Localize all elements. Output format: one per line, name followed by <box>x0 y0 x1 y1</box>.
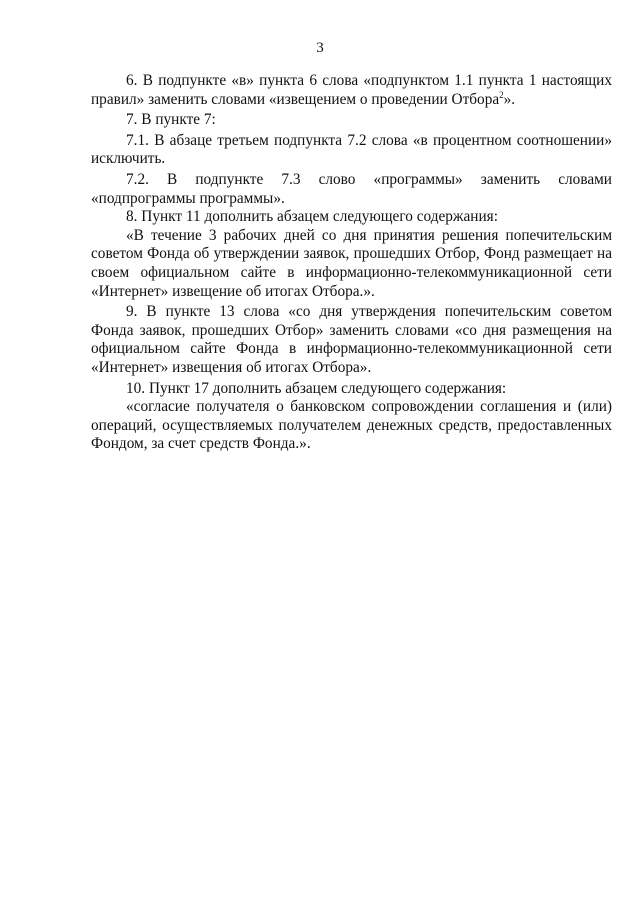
document-body <box>91 72 612 454</box>
footnote-marker: 2 <box>499 89 504 100</box>
paragraph-item-8-content: «В течение 3 рабочих дней со дня принятия решения попечительским советом Фонда об утверждении заявок, прошедших Отбор, Фонд размещает на своем официальном сайте в информационно-телекоммуникационной сети «Интернет» извещение об итогах Отбора.». <box>91 226 612 300</box>
paragraph-item-8: 8. Пункт 11 дополнить абзацем следующего содержания: <box>126 208 498 226</box>
paragraph-item-10-content: «согласие получателя о банковском сопровождении соглашения и (или) операций, осуществляемых получателем денежных средств, предоставленных Фондом, за счет средств Фонда.». <box>91 398 612 453</box>
paragraph-item-10: 10. Пункт 17 дополнить абзацем следующего содержания: <box>126 379 507 397</box>
paragraph-item-9: 9. В пункте 13 слова «со дня утверждения попечительским советом Фонда заявок, прошедших Отбор» заменить словами «со дня размещения на официальном сайте Фонда в информационно-телекоммуникационной сети «Интернет» извещения об итогах Отбора». <box>91 303 612 376</box>
paragraph-item-7-2: 7.2. В подпункте 7.3 слово «программы» заменить словами «подпрограммы программы». <box>91 170 612 207</box>
paragraph-text: 6. В подпункте «в» пункта 6 слова «подпунктом 1.1 пункта 1 настоящих правил» заменить словами «извещением о проведении Отбора <box>91 72 612 108</box>
paragraph-item-6 <box>91 72 612 109</box>
page-number: 3 <box>316 40 324 56</box>
paragraph-item-7: 7. В пункте 7: <box>126 111 216 129</box>
paragraph-text-end: ». <box>503 90 516 108</box>
paragraph-item-7-1: 7.1. В абзаце третьем подпункта 7.2 слова «в процентном соотношении» исключить. <box>91 131 612 168</box>
